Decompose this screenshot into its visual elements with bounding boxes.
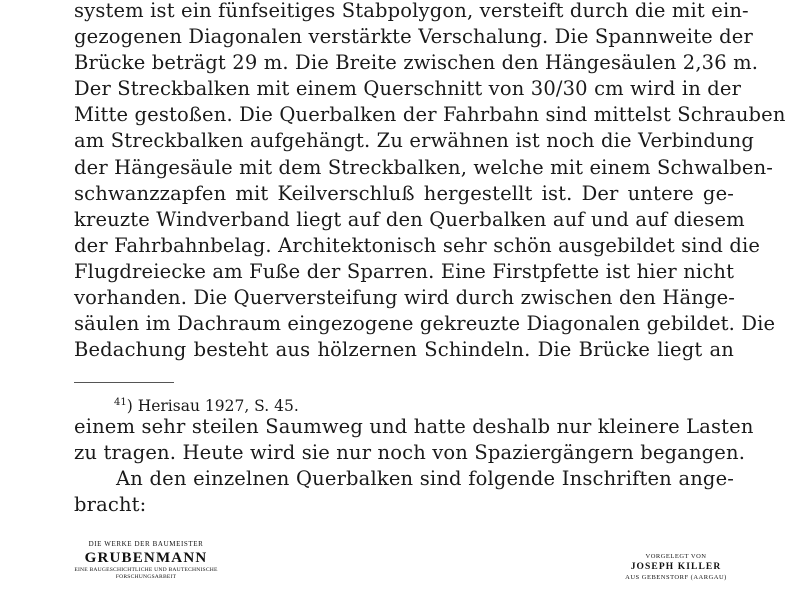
imprint-subtitle-2: FORSCHUNGSARBEIT — [115, 574, 177, 580]
text-line: der Hängesäule mit dem Streckbalken, welche mit einem Schwalben- — [74, 155, 774, 179]
text-line: am Streckbalken aufgehängt. Zu erwähnen ist noch die Verbindung — [74, 129, 755, 153]
text-line: säulen im Dachraum eingezogene gekreuzte Diagonalen gebildet. Die — [74, 312, 776, 336]
footnote-rule — [74, 382, 174, 383]
paragraph-upper — [74, 0, 786, 363]
text-line: An den einzelnen Querbalken sind folgende Inschriften ange- — [116, 467, 734, 491]
text-line: Brücke beträgt 29 m. Die Breite zwischen den Hängesäulen 2,36 m. — [74, 51, 759, 75]
imprint-subtitle: EINE BAUGESCHICHTLICHE UND BAUTECHNISCHE — [74, 567, 218, 573]
text-line: Mitte gestoßen. Die Querbalken der Fahrbahn sind mittelst Schrauben — [74, 103, 786, 127]
imprint-presented-by: VORGELEGT VON — [645, 553, 707, 560]
text-line: vorhanden. Die Querversteifung wird durch zwischen den Hänge- — [74, 286, 736, 310]
text-line: einem sehr steilen Saumweg und hatte deshalb nur kleinere Lasten — [74, 415, 754, 438]
imprint-author-origin: AUS GEBENSTORF (AARGAU) — [625, 574, 727, 581]
text-line: zu tragen. Heute wird sie nur noch von Spaziergängern begangen. — [74, 441, 746, 465]
text-line: kreuzte Windverband liegt auf den Querbalken auf und auf diesem — [74, 207, 745, 231]
footnote — [114, 393, 299, 416]
imprint-author-name: JOSEPH KILLER — [630, 562, 722, 572]
imprint-series-title: DIE WERKE DER BAUMEISTER — [88, 540, 204, 548]
imprint-left — [56, 540, 236, 581]
footnote-marker: 41 — [114, 397, 127, 408]
imprint-main-title: GRUBENMANN — [84, 550, 208, 566]
text-line: bracht: — [74, 493, 147, 517]
footnote-text: ) Herisau 1927, S. 45. — [126, 397, 299, 415]
text-line: schwanzzapfen mit Keilverschluß hergestellt ist. Der untere ge- — [74, 181, 734, 205]
text-line: der Fahrbahnbelag. Architektonisch sehr schön ausgebildet sind die — [74, 233, 761, 257]
text-line: Flugdreiecke am Fuße der Sparren. Eine Firstpfette ist hier nicht — [74, 259, 735, 283]
text-line: Bedachung besteht aus hölzernen Schindeln. Die Brücke liegt an — [74, 338, 734, 362]
imprint-right — [606, 552, 746, 582]
text-line: system ist ein fünfseitiges Stabpolygon, versteift durch die mit ein- — [74, 0, 749, 22]
paragraph-lower — [74, 414, 754, 518]
text-line: Der Streckbalken mit einem Querschnitt von 30/30 cm wird in der — [74, 77, 742, 101]
text-line: gezogenen Diagonalen verstärkte Verschalung. Die Spannweite der — [74, 25, 753, 49]
